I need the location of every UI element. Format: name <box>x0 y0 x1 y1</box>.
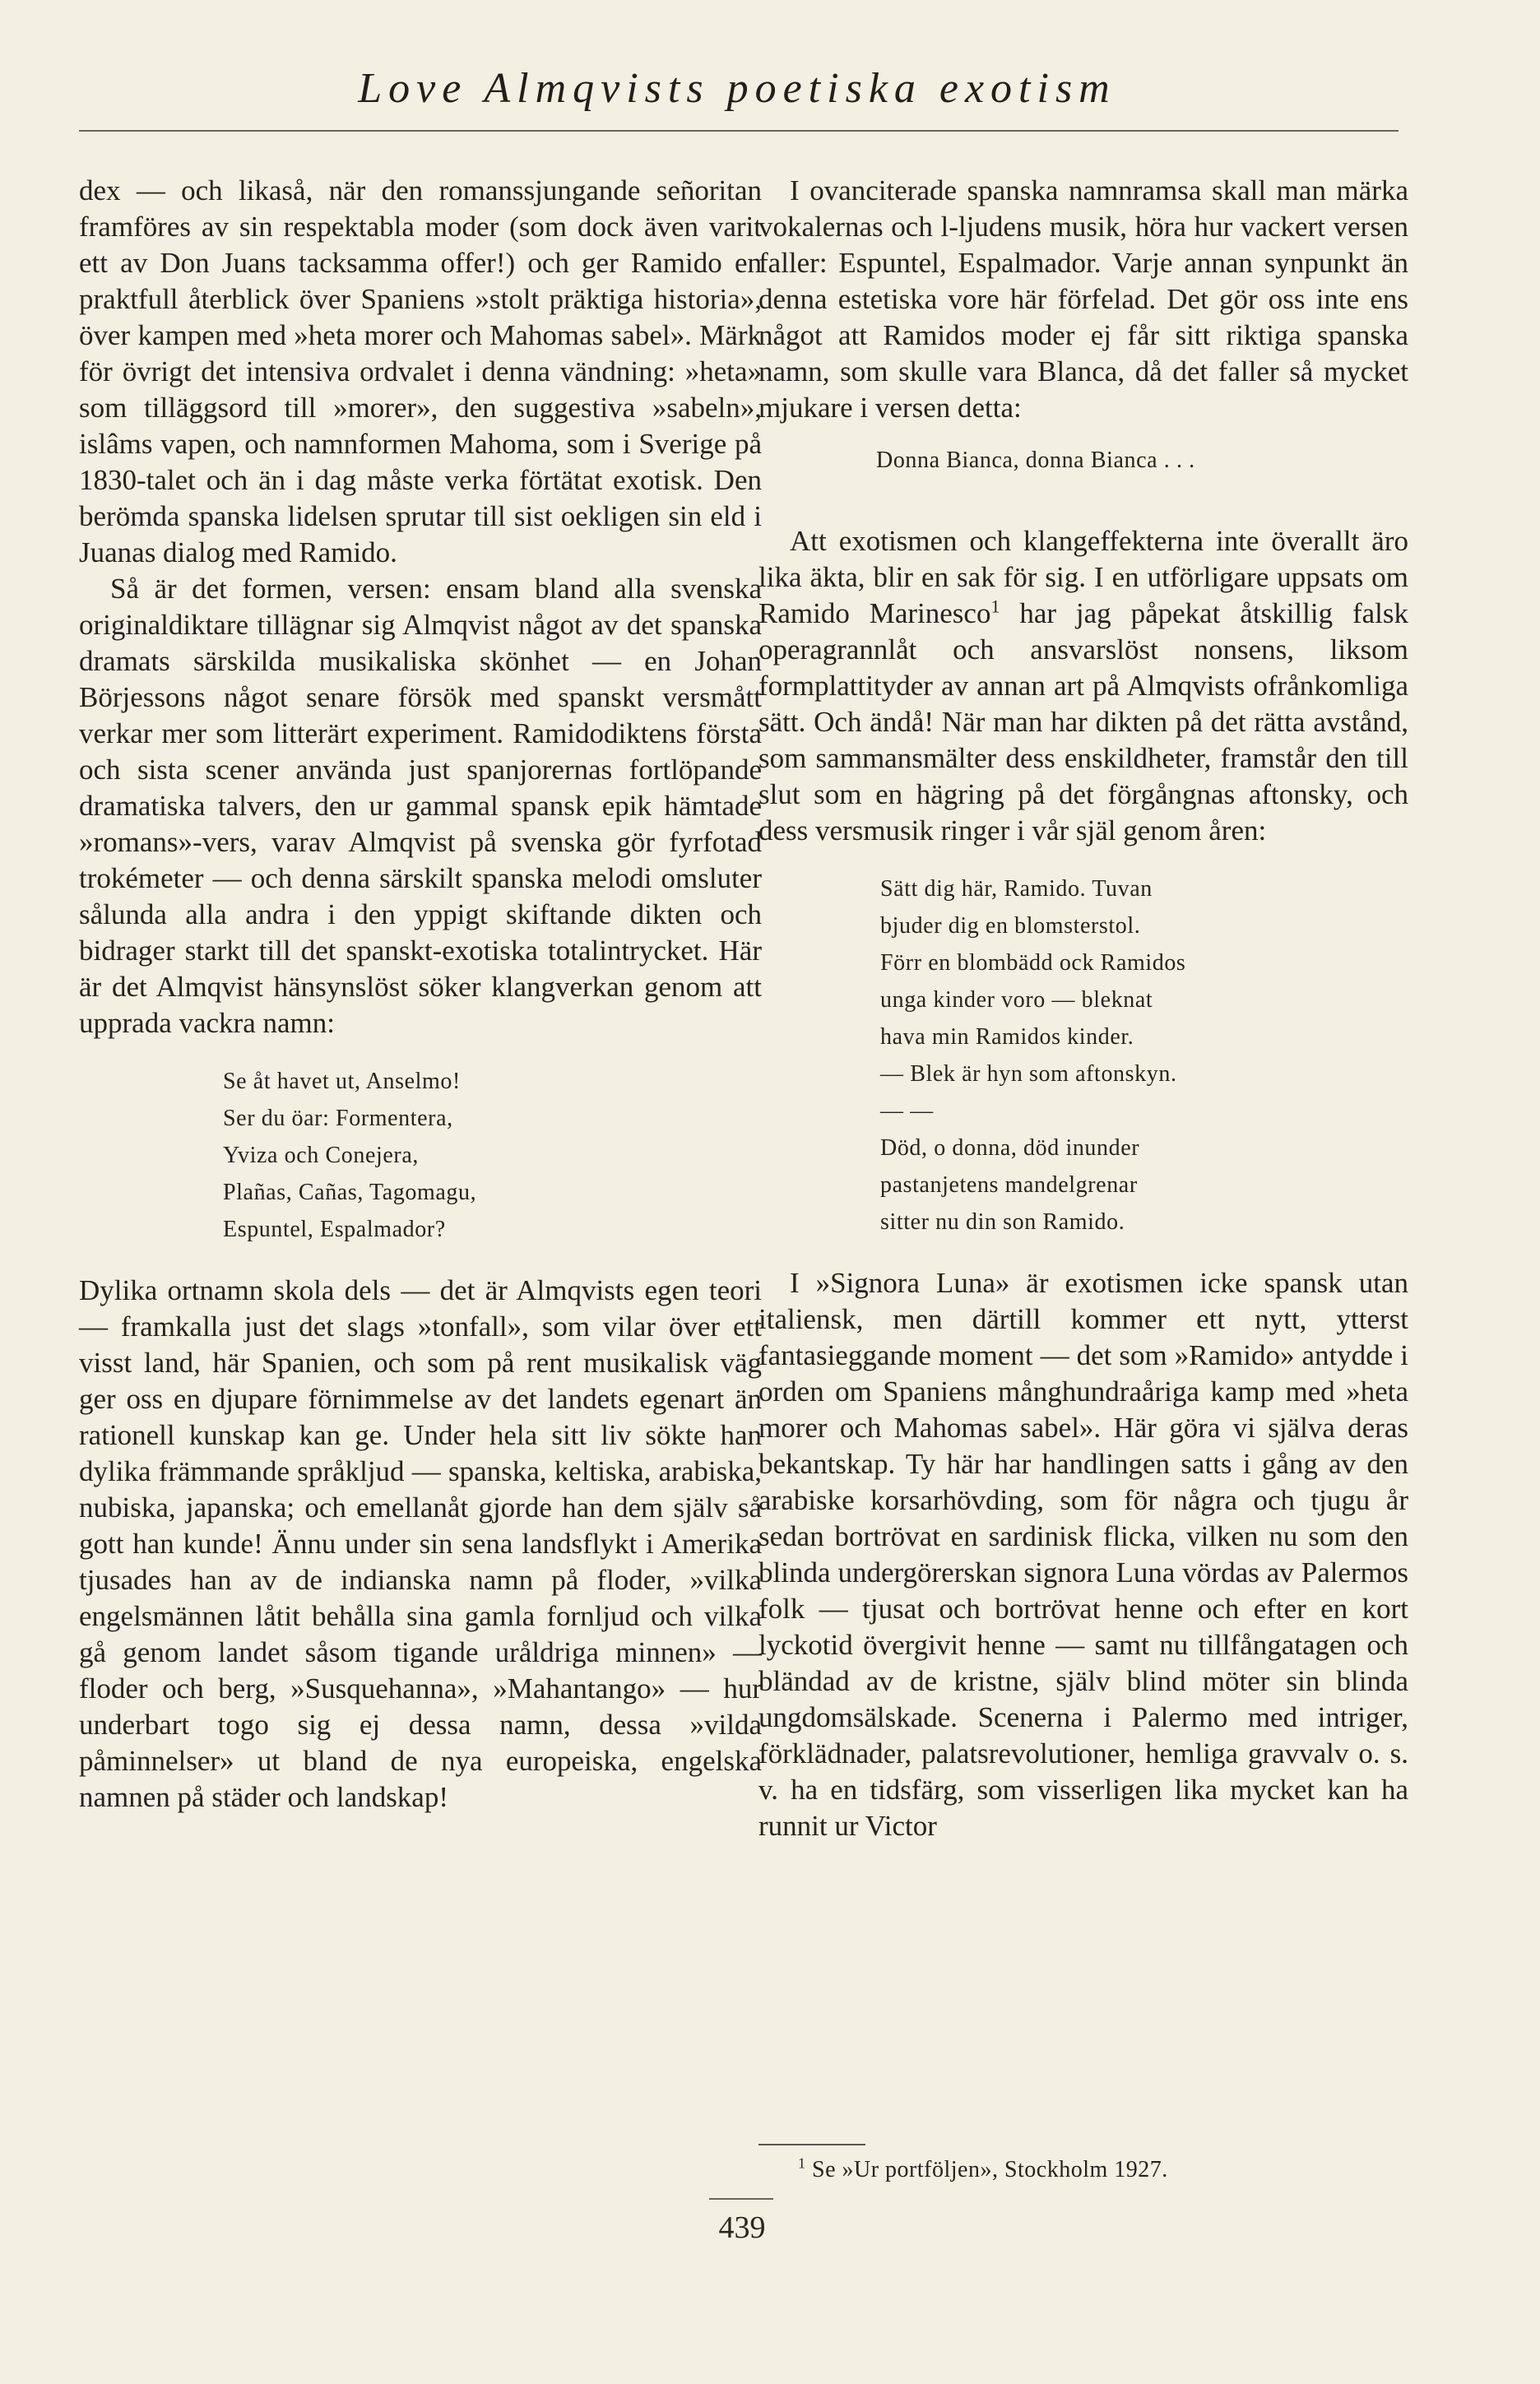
footnote-text: Se »Ur portföljen», Stockholm 1927. <box>812 2157 1168 2182</box>
verse-quote: Donna Bianca, donna Bianca . . . <box>876 448 1195 473</box>
paragraph: Så är det formen, versen: ensam bland alla svenska originaldiktare tillägnar sig Almqvist något av det spanska dramats särskilda musikaliska skönhet — en Johan Börjessons något senare försök med spanskt versmått verkar mer som litterärt experiment. Ramidodiktens första och sista scener använda just spanjorernas fortlöpande dramatiska talvers, den ur gammal spansk epik hämtade »romans»-vers, varav Almqvist på svenska gör fyrfotad trokémeter — och denna särskilt spanska melodi omsluter sålunda alla andra i den yppigt skiftande dikten och bidrager starkt till det spanskt-exotiska totalintrycket. Här är det Almqvist hänsynslöst söker klangverkan genom att upprada vackra namn: <box>79 573 762 1039</box>
verse-line: Espuntel, Espalmador? <box>223 1217 446 1242</box>
paragraph-text: har jag påpekat åtskillig falsk operagrannlåt och ansvarslöst nonsens, liksom formplattityder av annan art på Almqvists ofrånkomliga sätt. Och ändå! När man har dikten på det rätta avstånd, som sammansmälter dess enskildheter, framstår den till slut som en hägring på det förgångnas aftonsky, och dess versmusik ringer i vår själ genom åren: <box>758 597 1408 846</box>
verse-line: bjuder dig en blomsterstol. <box>880 913 1141 939</box>
paragraph: Dylika ortnamn skola dels — det är Almqvists egen teori — framkalla just det slags »tonfall», som vilar över ett visst land, här Spanien, och som på rent musikalisk väg ger oss en djupare förnimmelse av det landets egenart än rationell kunskap kan ge. Under hela sitt liv sökte han dylika främmande språkljud — spanska, keltiska, arabiska, nubiska, japanska; och emellanåt gjorde han dem själv så gott han kunde! Ännu under sin sena landsflykt i Amerika tjusades han av de indianska namn på floder, »vilka engelsmännen låtit behålla sina gamla fornljud och vilka gå genom landet såsom tigande uråldriga minnen» — floder och berg, »Susquehanna», »Mahantango» — hur underbart togo sig ej dessa namn, dessa »vilda påminnelser» ut bland de nya europeiska, engelska namnen på städer och landskap! <box>79 1274 762 1813</box>
verse-line: Sätt dig här, Ramido. Tuvan <box>880 876 1153 902</box>
page-number: 439 <box>718 2210 766 2245</box>
verse-line: Se åt havet ut, Anselmo! <box>223 1069 461 1094</box>
verse-line: Död, o donna, död inunder <box>880 1135 1140 1161</box>
verse-line: Ser du öar: Formentera, <box>223 1106 453 1131</box>
verse-line: Yviza och Conejera, <box>223 1143 419 1168</box>
verse-block <box>79 1063 762 1248</box>
footnote-reference[interactable]: 1 <box>990 596 1000 617</box>
paragraph: dex — och likaså, när den romanssjungande señoritan framföres av sin respektabla moder (som dock även varit ett av Don Juans tacksamma offer!) och ger Ramido en praktfull återblick över Spaniens »stolt präktiga historia», över kampen med »heta morer och Mahomas sabel». Märk för övrigt det intensiva ordvalet i denna vändning: »heta» som tilläggsord till »morer», den suggestiva »sabeln», islâms vapen, och namnformen Mahoma, som i Sverige på 1830-talet och än i dag måste verka förtätat exotisk. Den berömda spanska lidelsen sprutar till sist oekligen sin eld i Juanas dialog med Ramido. <box>79 174 762 568</box>
paragraph: I ovanciterade spanska namnramsa skall man märka vokalernas och l-ljudens musik, höra hur vackert versen faller: Espuntel, Espalmador. Varje annan synpunkt än denna estetiska vore här förfelad. Det gör oss inte ens något att Ramidos moder ej får sitt riktiga spanska namn, som skulle vara Blanca, då det faller så mycket mjukare i versen detta: <box>758 174 1408 424</box>
verse-line: — Blek är hyn som aftonskyn. <box>880 1061 1177 1087</box>
footnote <box>798 2154 1423 2187</box>
verse-line: — — <box>880 1098 934 1124</box>
verse-line: Plañas, Cañas, Tagomagu, <box>223 1180 477 1205</box>
footnote-mark: 1 <box>798 2154 806 2172</box>
verse-line: Förr en blombädd ock Ramidos <box>880 950 1186 976</box>
page-number-rule <box>709 2198 773 2200</box>
right-column <box>758 173 1408 1844</box>
paragraph-text: Att exotismen och klangeffekterna inte överallt äro lika äkta, blir en sak för sig. I en utförligare uppsats om Ramido Marinesco <box>758 525 1408 629</box>
verse-block <box>758 870 1408 1241</box>
running-title: Love Almqvists poetiska exotism <box>358 65 1116 112</box>
left-column <box>79 173 762 1816</box>
verse-line: sitter nu din son Ramido. <box>880 1209 1125 1235</box>
verse-line: unga kinder voro — bleknat <box>880 987 1153 1013</box>
verse-line: hava min Ramidos kinder. <box>880 1024 1134 1050</box>
footnote-rule <box>758 2144 865 2145</box>
paragraph <box>758 523 1408 849</box>
paragraph: I »Signora Luna» är exotismen icke spansk utan italiensk, men därtill kommer ett nytt, ytterst fantasieggande moment — det som »Ramido» antydde i orden om Spaniens månghundraåriga kamp med »heta morer och Mahomas sabel». Här göra vi själva deras bekantskap. Ty här har handlingen satts i gång av den arabiske korsarhövding, som för några och tjugu år sedan bortrövat en sardinisk flicka, vilken nu som den blinda undergörerskan signora Luna vördas av Palermos folk — tjusat och bortrövat henne och efter en kort lyckotid övergivit henne — samt nu tillfångatagen och bländad av de kristne, själv blind möter sin blinda ungdomsälskade. Scenerna i Palermo med intriger, förklädnader, palatsrevolutioner, hemliga gravvalv o. s. v. ha en tidsfärg, som visserligen lika mycket kan ha runnit ur Victor <box>758 1267 1408 1842</box>
header-rule <box>79 130 1399 132</box>
verse-line: pastanjetens mandelgrenar <box>880 1172 1138 1198</box>
